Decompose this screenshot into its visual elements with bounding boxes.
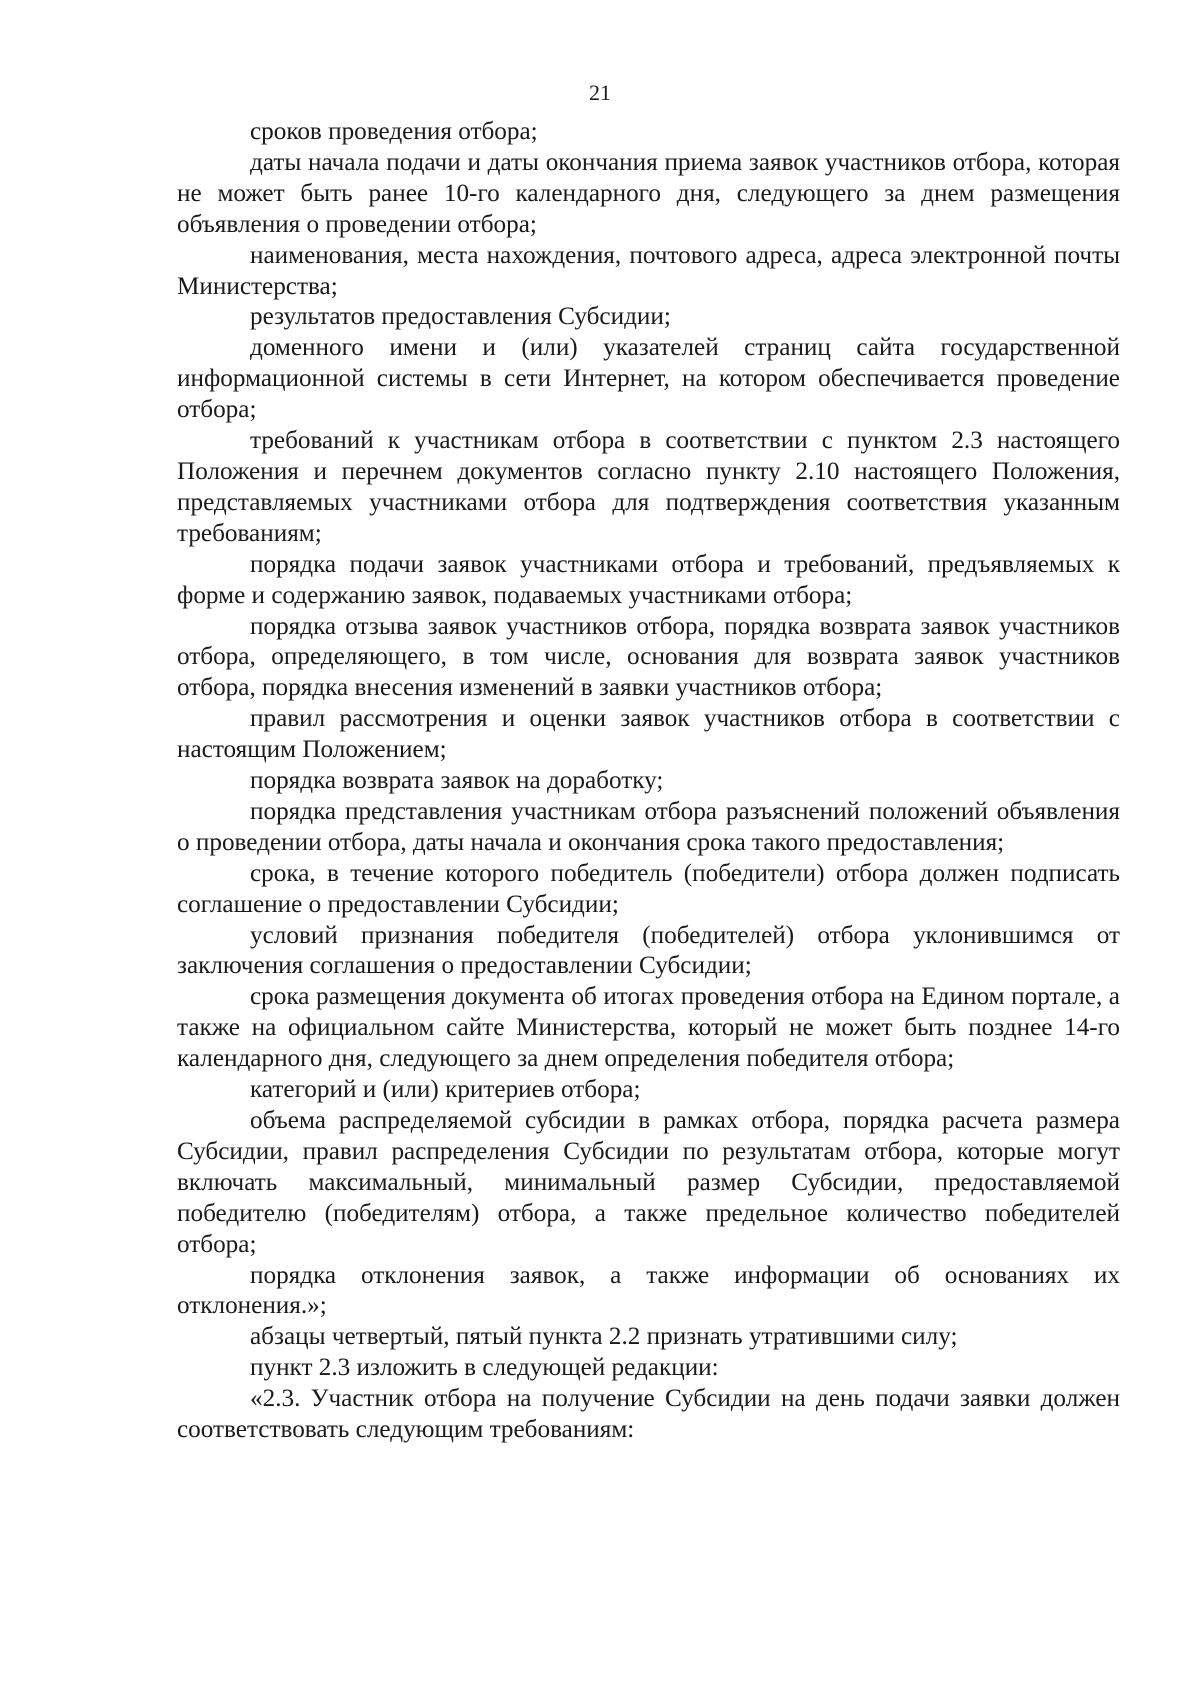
paragraph: порядка подачи заявок участниками отбора и требований, предъявляемых к форме и содержанию заявок, подаваемых участниками отбора; — [177, 550, 1120, 609]
page-number: 21 — [589, 80, 611, 105]
paragraph: абзацы четвертый, пятый пункта 2.2 признать утратившими силу; — [250, 1323, 958, 1351]
paragraph: срока размещения документа об итогах проведения отбора на Едином портале, а также на официальном сайте Министерства, который не может быть позднее 14-го календарного дня, следующего за днем определения победителя отбора; — [177, 983, 1120, 1073]
paragraph: «2.3. Участник отбора на получение Субсидии на день подачи заявки должен соответствовать следующим требованиям: — [177, 1385, 1120, 1444]
paragraph: объема распределяемой субсидии в рамках отбора, порядка расчета размера Субсидии, правил распределения Субсидии по результатам отбора, которые могут включать максимальный, минимальный размер Субсидии, предоставляемой победителю (победителям) отбора, а также предельное количество победителей отбора; — [177, 1107, 1120, 1258]
paragraph: срока, в течение которого победитель (победители) отбора должен подписать соглашение о предоставлении Субсидии; — [177, 859, 1120, 918]
document-body — [177, 117, 1120, 1446]
paragraph: условий признания победителя (победителей) отбора уклонившимся от заключения соглашения о предоставлении Субсидии; — [177, 921, 1120, 980]
paragraph: порядка представления участникам отбора разъяснений положений объявления о проведении отбора, даты начала и окончания срока такого предоставления; — [177, 797, 1120, 856]
paragraph: даты начала подачи и даты окончания приема заявок участников отбора, которая не может быть ранее 10-го календарного дня, следующего за днем размещения объявления о проведении отбора; — [177, 148, 1120, 238]
paragraph: категорий и (или) критериев отбора; — [250, 1076, 641, 1104]
paragraph: доменного имени и (или) указателей страниц сайта государственной информационной системы в сети Интернет, на котором обеспечивается проведение отбора; — [177, 334, 1120, 424]
paragraph: сроков проведения отбора; — [250, 118, 538, 145]
paragraph: пункт 2.3 изложить в следующей редакции: — [250, 1354, 719, 1382]
paragraph: требований к участникам отбора в соответствии с пунктом 2.3 настоящего Положения и перечнем документов согласно пункту 2.10 настоящего Положения, представляемых участниками отбора для подтверждения соответствия указанным требованиям; — [177, 427, 1120, 547]
paragraph: результатов предоставления Субсидии; — [250, 303, 671, 331]
paragraph: правил рассмотрения и оценки заявок участников отбора в соответствии с настоящим Положением; — [177, 705, 1120, 764]
paragraph: порядка возврата заявок на доработку; — [250, 767, 664, 795]
paragraph: порядка отзыва заявок участников отбора, порядка возврата заявок участников отбора, определяющего, в том числе, основания для возврата заявок участников отбора, порядка внесения изменений в заявки участников отбора; — [177, 612, 1120, 702]
paragraph: наименования, места нахождения, почтового адреса, адреса электронной почты Министерства; — [177, 241, 1120, 300]
paragraph: порядка отклонения заявок, а также информации об основаниях их отклонения.»; — [177, 1261, 1120, 1320]
